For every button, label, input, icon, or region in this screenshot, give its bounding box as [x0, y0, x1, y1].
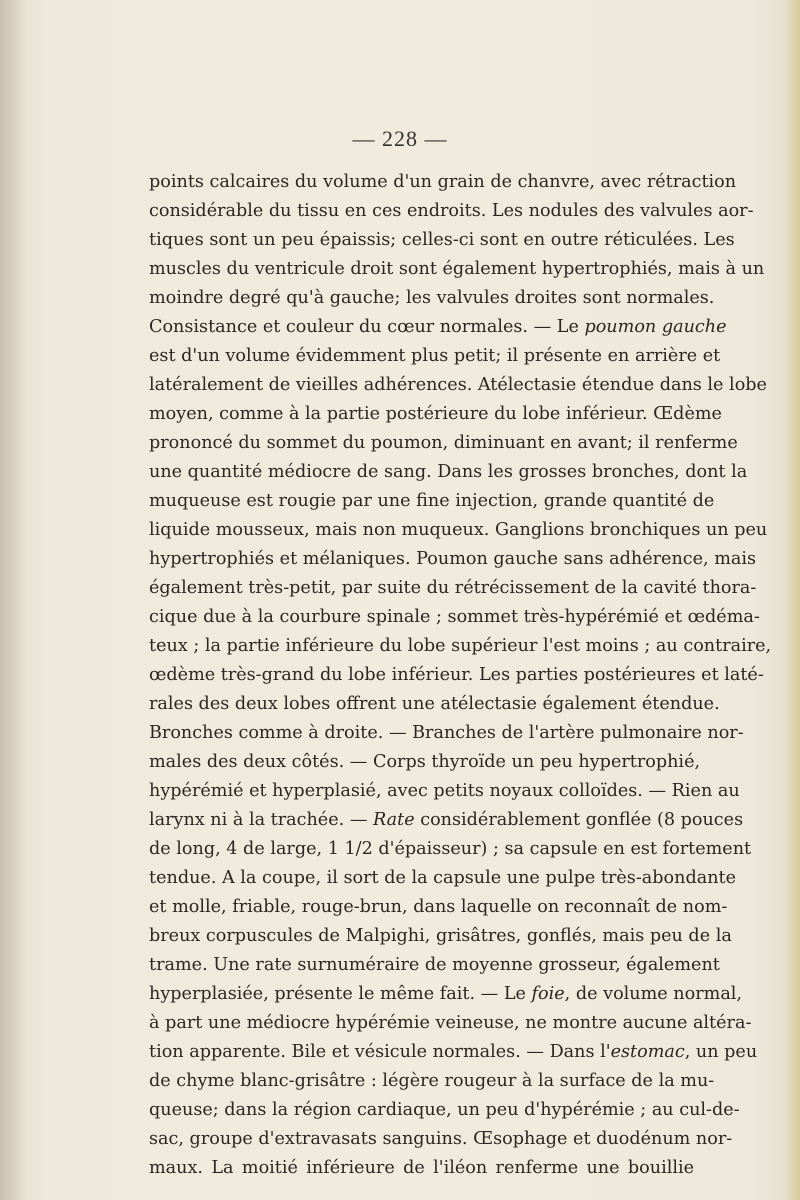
- text-line: et molle, friable, rouge-brun, dans laquelle on reconnaît de nom-: [149, 897, 728, 917]
- text-line: points calcaires du volume d'un grain de chanvre, avec rétraction: [149, 172, 737, 192]
- text-line: sac, groupe d'extravasats sanguins. Œsophage et duodénum nor-: [149, 1129, 733, 1149]
- text-run: hyperplasiée, présente le même fait. — Le: [149, 984, 532, 1004]
- text-line: moyen, comme à la partie postérieure du lobe inférieur. Œdème: [149, 404, 722, 424]
- text-line: également très-petit, par suite du rétrécissement de la cavité thora-: [149, 578, 757, 598]
- text-line: moindre degré qu'à gauche; les valvules droites sont normales.: [149, 288, 715, 308]
- text-run: tion apparente. Bile et vésicule normales. — Dans l': [149, 1042, 611, 1062]
- text-line: tiques sont un peu épaissis; celles-ci sont en outre réticulées. Les: [149, 230, 735, 250]
- text-line: œdème très-grand du lobe inférieur. Les parties postérieures et laté-: [149, 665, 764, 685]
- text-line: tendue. A la coupe, il sort de la capsule une pulpe très-abondante: [149, 868, 737, 888]
- text-line: trame. Une rate surnuméraire de moyenne grosseur, également: [149, 955, 720, 975]
- text-line: une quantité médiocre de sang. Dans les grosses bronches, dont la: [149, 462, 748, 482]
- text-run: considérablement gonflée (8 pouces: [414, 810, 744, 830]
- text-line: teux ; la partie inférieure du lobe supérieur l'est moins ; au contraire,: [149, 636, 772, 656]
- text-line: [149, 1038, 758, 1067]
- binding-shadow: [0, 0, 26, 1200]
- page-edge: [784, 0, 800, 1200]
- text-line: hypérémié et hyperplasié, avec petits noyaux colloïdes. — Rien au: [149, 781, 740, 801]
- text-run: Consistance et couleur du cœur normales. — Le: [149, 317, 585, 337]
- text-line: queuse; dans la région cardiaque, un peu d'hypérémie ; au cul-de-: [149, 1100, 740, 1120]
- text-run: , de volume normal,: [564, 984, 743, 1004]
- text-line: maux. La moitié inférieure de l'iléon renferme une bouillie: [149, 1158, 694, 1178]
- text-line: [149, 806, 744, 835]
- text-line: prononcé du sommet du poumon, diminuant en avant; il renferme: [149, 433, 738, 453]
- italic-term: foie: [531, 984, 565, 1004]
- text-line: à part une médiocre hypérémie veineuse, ne montre aucune altéra-: [149, 1013, 752, 1033]
- text-line: considérable du tissu en ces endroits. Les nodules des valvules aor-: [149, 201, 754, 221]
- text-run: , un peu: [684, 1042, 758, 1062]
- text-line: hypertrophiés et mélaniques. Poumon gauche sans adhérence, mais: [149, 549, 757, 569]
- italic-term: poumon gauche: [584, 317, 727, 337]
- text-line: breux corpuscules de Malpighi, grisâtres, gonflés, mais peu de la: [149, 926, 732, 946]
- text-line: cique due à la courbure spinale ; sommet très-hypérémié et œdéma-: [149, 607, 760, 627]
- text-run: larynx ni à la trachée. —: [149, 810, 374, 830]
- text-line: [149, 980, 743, 1009]
- text-line: muscles du ventricule droit sont également hypertrophiés, mais à un: [149, 259, 765, 279]
- text-line: muqueuse est rougie par une fine injection, grande quantité de: [149, 491, 715, 511]
- text-line: de chyme blanc-grisâtre : légère rougeur à la surface de la mu-: [149, 1071, 715, 1091]
- body-text: [149, 168, 772, 1183]
- text-line: rales des deux lobes offrent une atélectasie également étendue.: [149, 694, 720, 714]
- text-line: Bronches comme à droite. — Branches de l'artère pulmonaire nor-: [149, 723, 744, 743]
- italic-term: Rate: [373, 810, 415, 830]
- text-line: males des deux côtés. — Corps thyroïde un peu hypertrophié,: [149, 752, 701, 772]
- text-line: liquide mousseux, mais non muqueux. Ganglions bronchiques un peu: [149, 520, 768, 540]
- page-number: — 228 —: [352, 126, 448, 151]
- italic-term: estomac: [610, 1042, 685, 1062]
- text-line: de long, 4 de large, 1 1/2 d'épaisseur) ; sa capsule en est fortement: [149, 839, 752, 859]
- text-line: est d'un volume évidemment plus petit; il présente en arrière et: [149, 346, 721, 366]
- text-line: latéralement de vieilles adhérences. Atélectasie étendue dans le lobe: [149, 375, 767, 395]
- text-line: [149, 313, 727, 342]
